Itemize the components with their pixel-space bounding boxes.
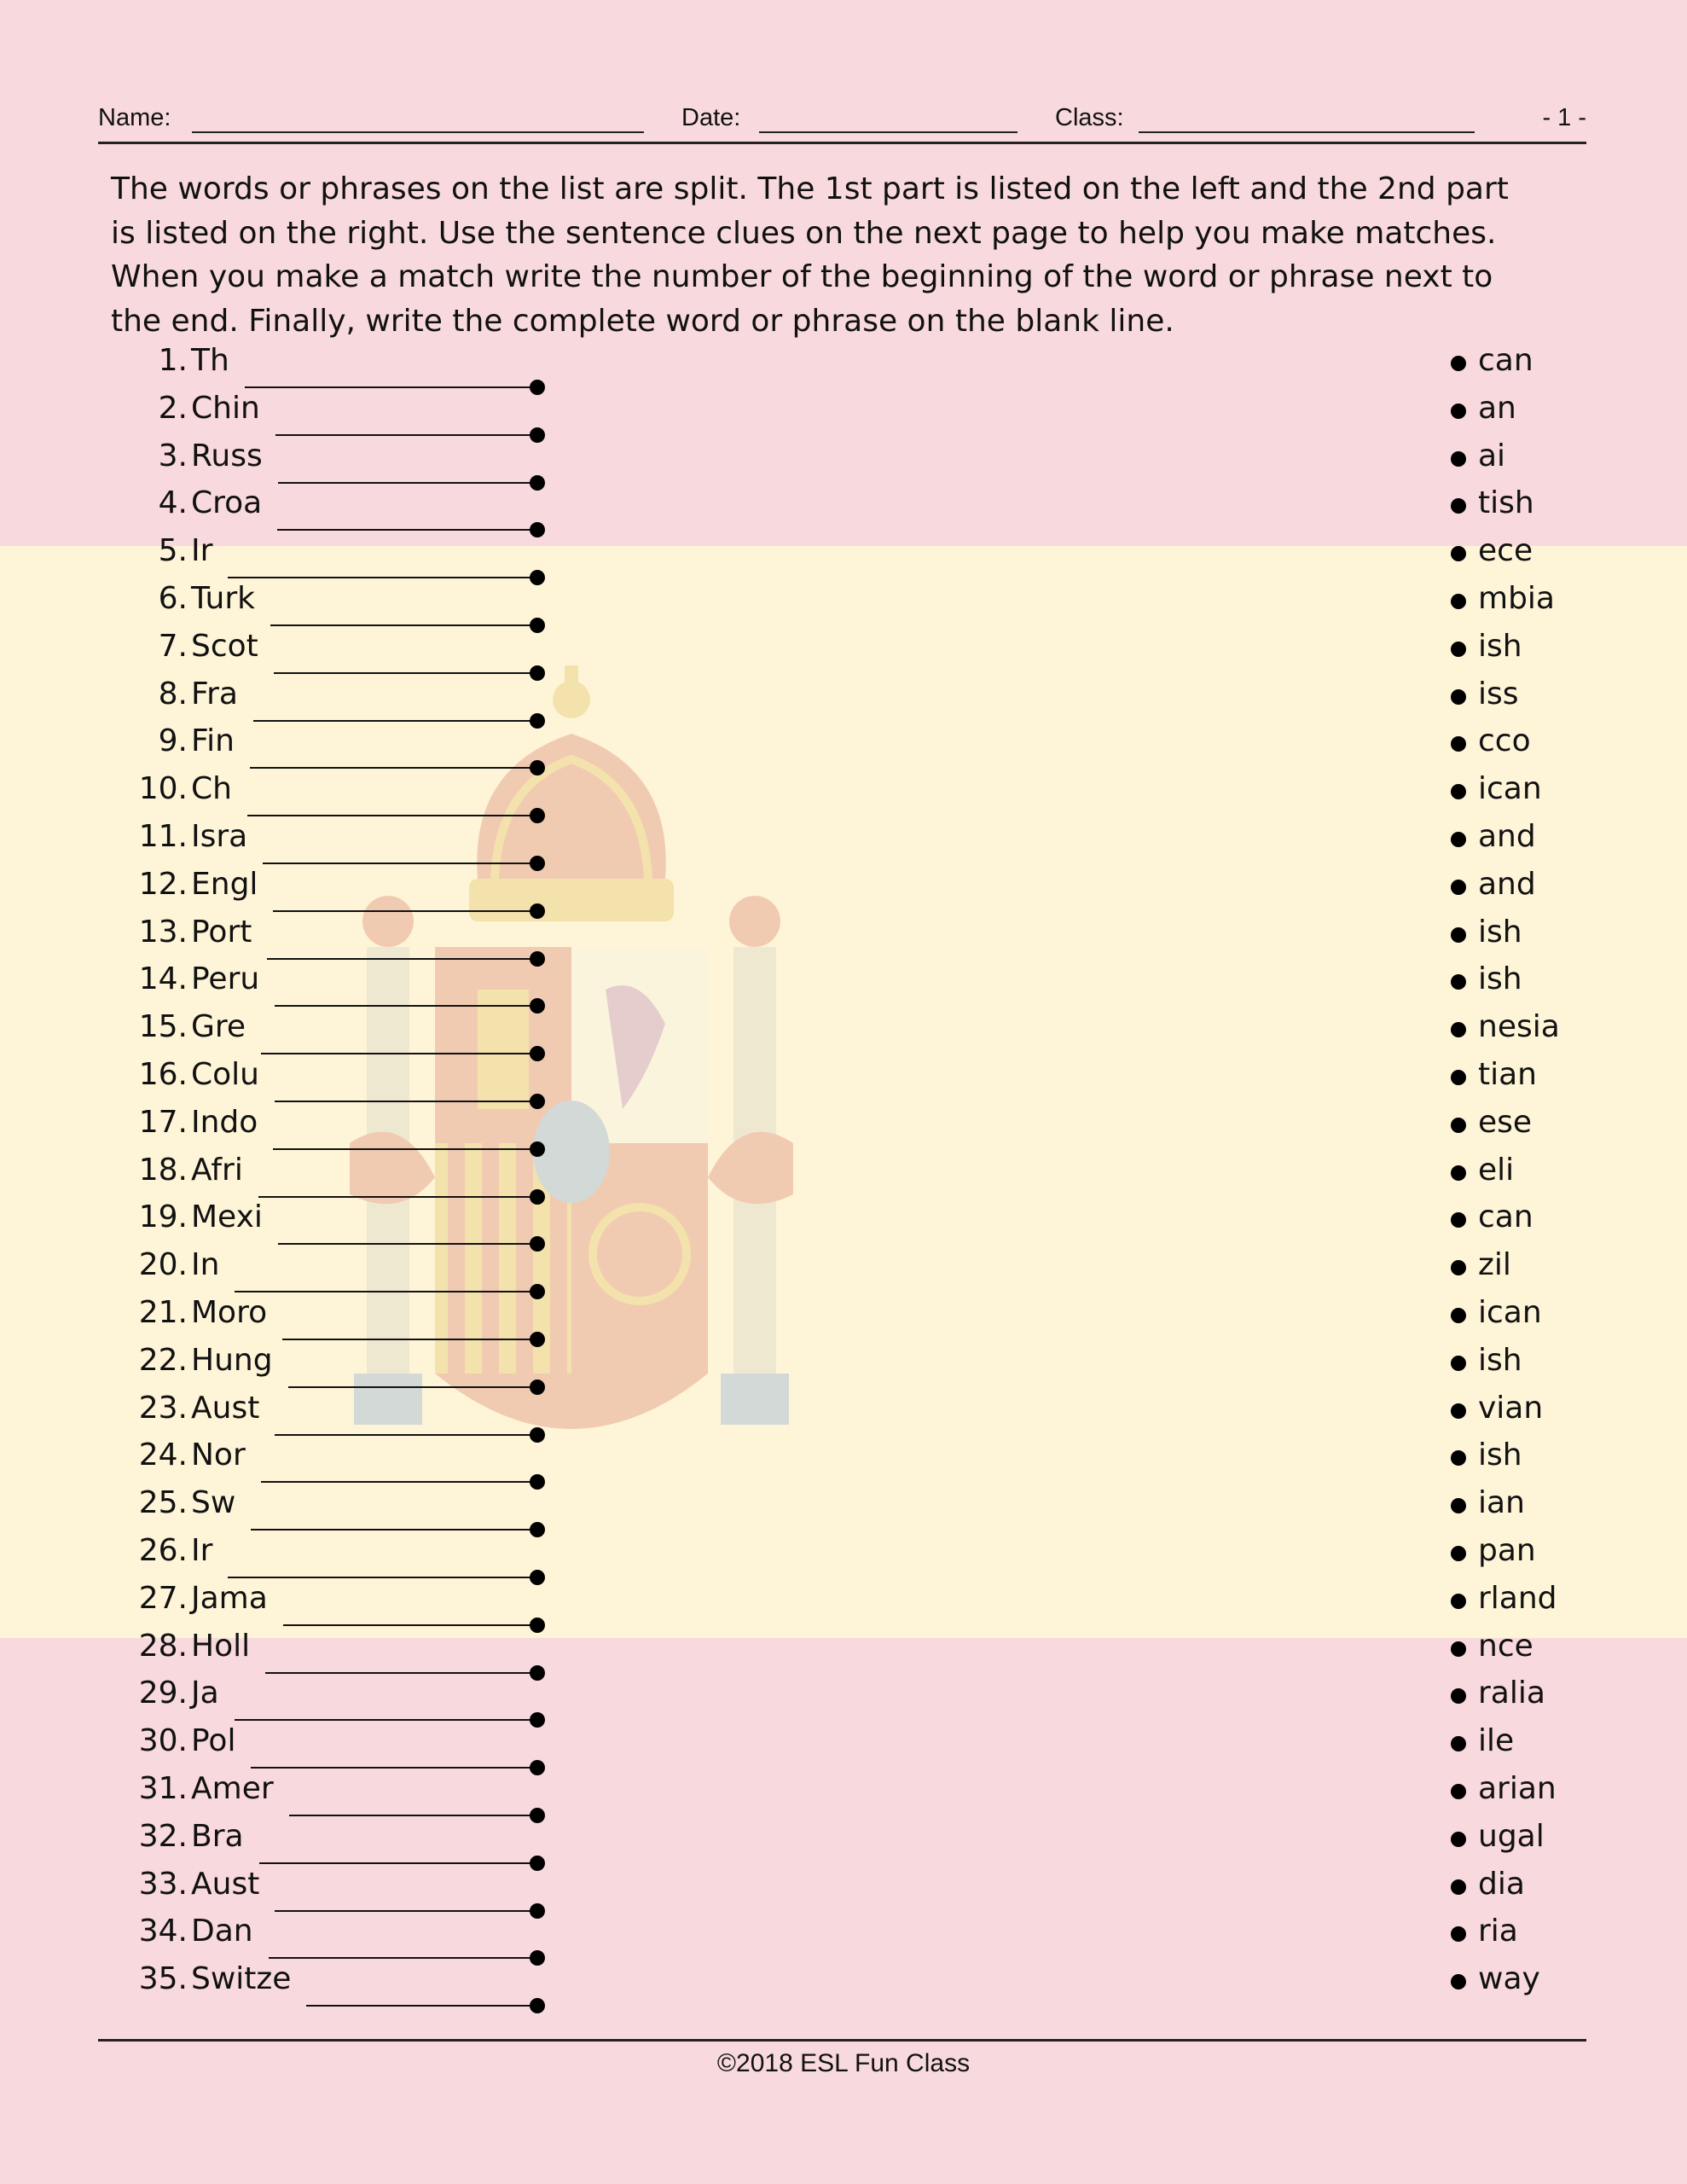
answer-blank[interactable] — [228, 577, 536, 578]
item-number: 35. — [138, 1961, 188, 1997]
right-bullet-dot — [1451, 1974, 1466, 1989]
match-row — [0, 341, 1687, 389]
match-row — [0, 1436, 1687, 1484]
match-row — [0, 1198, 1687, 1246]
item-number: 6. — [158, 581, 188, 616]
match-row — [0, 627, 1687, 675]
right-bullet-dot — [1451, 880, 1466, 895]
word-start: Amer — [191, 1771, 274, 1806]
answer-blank[interactable] — [251, 1767, 536, 1769]
word-end: way — [1478, 1961, 1540, 1997]
right-bullet-dot — [1451, 1450, 1466, 1466]
word-end: ai — [1478, 438, 1506, 473]
right-bullet-dot — [1451, 689, 1466, 705]
match-row — [0, 960, 1687, 1008]
match-row — [0, 1389, 1687, 1437]
match-row — [0, 1341, 1687, 1389]
answer-blank[interactable] — [275, 1101, 536, 1102]
right-bullet-dot — [1451, 927, 1466, 943]
match-row — [0, 1769, 1687, 1817]
word-start: Isra — [191, 819, 248, 854]
item-number: 10. — [138, 771, 188, 807]
word-start: Ch — [191, 771, 232, 807]
right-bullet-dot — [1451, 832, 1466, 847]
page-number: - 1 - — [1542, 104, 1586, 131]
word-end: nce — [1478, 1628, 1533, 1664]
copyright-footer: ©2018 ESL Fun Class — [716, 2049, 971, 2077]
item-number: 33. — [138, 1866, 188, 1902]
match-row — [0, 484, 1687, 531]
right-bullet-dot — [1451, 594, 1466, 609]
word-start: Pol — [191, 1723, 236, 1759]
answer-blank[interactable] — [273, 910, 536, 912]
answer-blank[interactable] — [267, 958, 536, 960]
answer-blank[interactable] — [250, 767, 536, 769]
match-row — [0, 1246, 1687, 1293]
match-row — [0, 675, 1687, 723]
right-bullet-dot — [1451, 1403, 1466, 1419]
word-end: ese — [1478, 1104, 1533, 1140]
right-bullet-dot — [1451, 1070, 1466, 1085]
answer-blank[interactable] — [278, 482, 536, 484]
right-bullet-dot — [1451, 1165, 1466, 1181]
header-divider — [98, 142, 1586, 144]
answer-blank[interactable] — [274, 672, 536, 674]
item-number: 26. — [138, 1533, 188, 1568]
match-row — [0, 1960, 1687, 2007]
word-end: arian — [1478, 1771, 1557, 1806]
worksheet-header — [98, 101, 1586, 142]
right-bullet-dot — [1451, 1784, 1466, 1799]
answer-blank[interactable] — [269, 1957, 536, 1959]
right-bullet-dot — [1451, 1926, 1466, 1942]
item-number: 5. — [158, 533, 188, 569]
word-start: Scot — [191, 628, 258, 664]
right-bullet-dot — [1451, 1594, 1466, 1609]
word-end: ralia — [1478, 1676, 1545, 1711]
answer-blank[interactable] — [306, 2005, 536, 2007]
answer-blank[interactable] — [273, 1148, 536, 1150]
right-bullet-dot — [1451, 404, 1466, 419]
word-end: and — [1478, 866, 1536, 902]
item-number: 17. — [138, 1104, 188, 1140]
answer-blank[interactable] — [263, 863, 536, 864]
right-bullet-dot — [1451, 1260, 1466, 1275]
match-row — [0, 1484, 1687, 1531]
word-start: Chin — [191, 390, 260, 426]
word-end: iss — [1478, 676, 1519, 712]
word-start: Nor — [191, 1438, 246, 1473]
word-end: ish — [1478, 961, 1522, 997]
match-row — [0, 1531, 1687, 1579]
word-start: Dan — [191, 1914, 253, 1949]
word-start: Hung — [191, 1342, 273, 1378]
word-end: ish — [1478, 628, 1522, 664]
word-start: Ir — [191, 1533, 213, 1568]
match-row — [0, 1865, 1687, 1913]
word-end: mbia — [1478, 581, 1555, 616]
match-row — [0, 389, 1687, 437]
word-end: pan — [1478, 1533, 1536, 1568]
word-start: Port — [191, 914, 252, 950]
match-row — [0, 865, 1687, 913]
word-end: and — [1478, 819, 1536, 854]
answer-blank[interactable] — [278, 1243, 536, 1245]
item-number: 28. — [138, 1628, 188, 1664]
match-row — [0, 1103, 1687, 1151]
match-row — [0, 722, 1687, 770]
match-row — [0, 1817, 1687, 1865]
word-end: an — [1478, 390, 1516, 426]
item-number: 32. — [138, 1818, 188, 1854]
answer-blank[interactable] — [288, 1386, 536, 1388]
match-row — [0, 1055, 1687, 1103]
match-row — [0, 913, 1687, 961]
match-row — [0, 770, 1687, 817]
match-row — [0, 1579, 1687, 1627]
item-number: 29. — [138, 1676, 188, 1711]
answer-blank[interactable] — [283, 1624, 536, 1626]
word-end: can — [1478, 343, 1533, 378]
right-bullet-dot — [1451, 451, 1466, 467]
word-start: Sw — [191, 1485, 236, 1521]
match-row — [0, 531, 1687, 579]
word-end: dia — [1478, 1866, 1525, 1902]
match-row — [0, 1722, 1687, 1769]
word-start: Aust — [191, 1390, 260, 1426]
answer-blank[interactable] — [253, 720, 536, 722]
word-end: ian — [1478, 1485, 1525, 1521]
right-bullet-dot — [1451, 642, 1466, 657]
item-number: 16. — [138, 1057, 188, 1092]
item-number: 2. — [158, 390, 188, 426]
name-field[interactable] — [192, 131, 644, 133]
item-number: 21. — [138, 1295, 188, 1330]
match-row — [0, 1293, 1687, 1341]
word-end: ece — [1478, 533, 1533, 569]
answer-blank[interactable] — [282, 1339, 536, 1340]
word-start: Gre — [191, 1009, 246, 1045]
word-end: ile — [1478, 1723, 1515, 1759]
match-row — [0, 1627, 1687, 1675]
word-start: Colu — [191, 1057, 259, 1092]
right-bullet-dot — [1451, 546, 1466, 561]
answer-blank[interactable] — [275, 1910, 536, 1912]
item-number: 20. — [138, 1247, 188, 1283]
name-label: Name: — [98, 104, 171, 131]
item-number: 25. — [138, 1485, 188, 1521]
word-start: Moro — [191, 1295, 268, 1330]
item-number: 12. — [138, 866, 188, 902]
item-number: 19. — [138, 1199, 188, 1235]
match-row — [0, 579, 1687, 627]
word-start: Aust — [191, 1866, 260, 1902]
word-start: Turk — [191, 581, 255, 616]
answer-blank[interactable] — [251, 1529, 536, 1531]
item-number: 1. — [158, 343, 188, 378]
answer-blank[interactable] — [289, 1815, 536, 1816]
item-number: 23. — [138, 1390, 188, 1426]
item-number: 7. — [158, 628, 188, 664]
right-bullet-dot — [1451, 1308, 1466, 1323]
word-start: Th — [191, 343, 229, 378]
answer-blank[interactable] — [261, 1053, 536, 1054]
right-bullet-dot — [1451, 1879, 1466, 1895]
right-bullet-dot — [1451, 1641, 1466, 1657]
answer-blank[interactable] — [261, 1481, 536, 1483]
word-start: Fin — [191, 723, 235, 759]
answer-blank[interactable] — [258, 1196, 536, 1198]
match-row — [0, 1151, 1687, 1199]
word-start: Peru — [191, 961, 260, 997]
answer-blank[interactable] — [228, 1577, 536, 1578]
right-bullet-dot — [1451, 1022, 1466, 1037]
answer-blank[interactable] — [265, 1672, 536, 1674]
answer-blank[interactable] — [270, 624, 536, 626]
word-start: Fra — [191, 676, 238, 712]
word-start: Russ — [191, 438, 263, 473]
word-start: Bra — [191, 1818, 244, 1854]
word-end: eli — [1478, 1152, 1515, 1188]
answer-blank[interactable] — [275, 434, 536, 436]
item-number: 15. — [138, 1009, 188, 1045]
item-number: 27. — [138, 1580, 188, 1616]
word-end: tian — [1478, 1057, 1537, 1092]
word-end: ria — [1478, 1914, 1518, 1949]
word-start: Mexi — [191, 1199, 263, 1235]
item-number: 18. — [138, 1152, 188, 1188]
item-number: 22. — [138, 1342, 188, 1378]
item-number: 24. — [138, 1438, 188, 1473]
match-row — [0, 1674, 1687, 1722]
item-number: 14. — [138, 961, 188, 997]
item-number: 31. — [138, 1771, 188, 1806]
right-bullet-dot — [1451, 498, 1466, 514]
right-bullet-dot — [1451, 974, 1466, 990]
answer-blank[interactable] — [235, 1719, 536, 1721]
match-row — [0, 817, 1687, 865]
item-number: 30. — [138, 1723, 188, 1759]
right-bullet-dot — [1451, 356, 1466, 371]
word-end: cco — [1478, 723, 1531, 759]
item-number: 3. — [158, 438, 188, 473]
date-label: Date: — [681, 104, 741, 131]
match-row — [0, 1008, 1687, 1055]
item-number: 8. — [158, 676, 188, 712]
instructions-text: The words or phrases on the list are split. The 1st part is listed on the left and the 2nd part is listed on the right. Use the sentence clues on the next page to help you make matches. When you make a match write the number of the beginning of the word or phrase next to the end. Finally, write the complete word or phrase on the blank line. — [111, 171, 1509, 339]
footer-divider — [98, 2039, 1586, 2042]
answer-blank[interactable] — [235, 1291, 536, 1292]
item-number: 11. — [138, 819, 188, 854]
item-number: 4. — [158, 485, 188, 521]
word-start: Indo — [191, 1104, 258, 1140]
word-end: rland — [1478, 1580, 1557, 1616]
right-bullet-dot — [1451, 1498, 1466, 1513]
word-start: Ir — [191, 533, 213, 569]
word-end: zil — [1478, 1247, 1511, 1283]
word-end: ican — [1478, 771, 1542, 807]
date-field[interactable] — [759, 131, 1017, 133]
word-end: ish — [1478, 914, 1522, 950]
answer-blank[interactable] — [245, 386, 536, 388]
right-bullet-dot — [1451, 1356, 1466, 1371]
word-end: vian — [1478, 1390, 1544, 1426]
item-number: 34. — [138, 1914, 188, 1949]
word-end: nesia — [1478, 1009, 1560, 1045]
word-end: ican — [1478, 1295, 1542, 1330]
word-start: Jama — [191, 1580, 268, 1616]
word-start: Engl — [191, 866, 258, 902]
word-end: ugal — [1478, 1818, 1545, 1854]
right-bullet-dot — [1451, 736, 1466, 752]
word-start: Afri — [191, 1152, 243, 1188]
right-bullet-dot — [1451, 1546, 1466, 1561]
item-number: 9. — [158, 723, 188, 759]
class-field[interactable] — [1139, 131, 1475, 133]
right-bullet-dot — [1451, 1832, 1466, 1847]
word-end: ish — [1478, 1342, 1522, 1378]
right-bullet-dot — [1451, 1736, 1466, 1751]
word-end: ish — [1478, 1438, 1522, 1473]
word-end: tish — [1478, 485, 1534, 521]
right-bullet-dot — [1451, 1118, 1466, 1133]
answer-blank[interactable] — [275, 1005, 536, 1007]
class-label: Class: — [1055, 104, 1124, 131]
right-bullet-dot — [1451, 1212, 1466, 1228]
word-start: Ja — [191, 1676, 219, 1711]
right-bullet-dot — [1451, 784, 1466, 799]
match-row — [0, 1912, 1687, 1960]
word-start: In — [191, 1247, 220, 1283]
answer-blank[interactable] — [259, 1862, 536, 1864]
answer-blank[interactable] — [247, 815, 536, 816]
word-end: can — [1478, 1199, 1533, 1235]
item-number: 13. — [138, 914, 188, 950]
word-start: Croa — [191, 485, 263, 521]
answer-blank[interactable] — [277, 529, 536, 531]
word-start: Switze — [191, 1961, 292, 1997]
word-start: Holl — [191, 1628, 251, 1664]
match-row — [0, 437, 1687, 485]
right-bullet-dot — [1451, 1688, 1466, 1704]
answer-blank[interactable] — [275, 1434, 536, 1436]
